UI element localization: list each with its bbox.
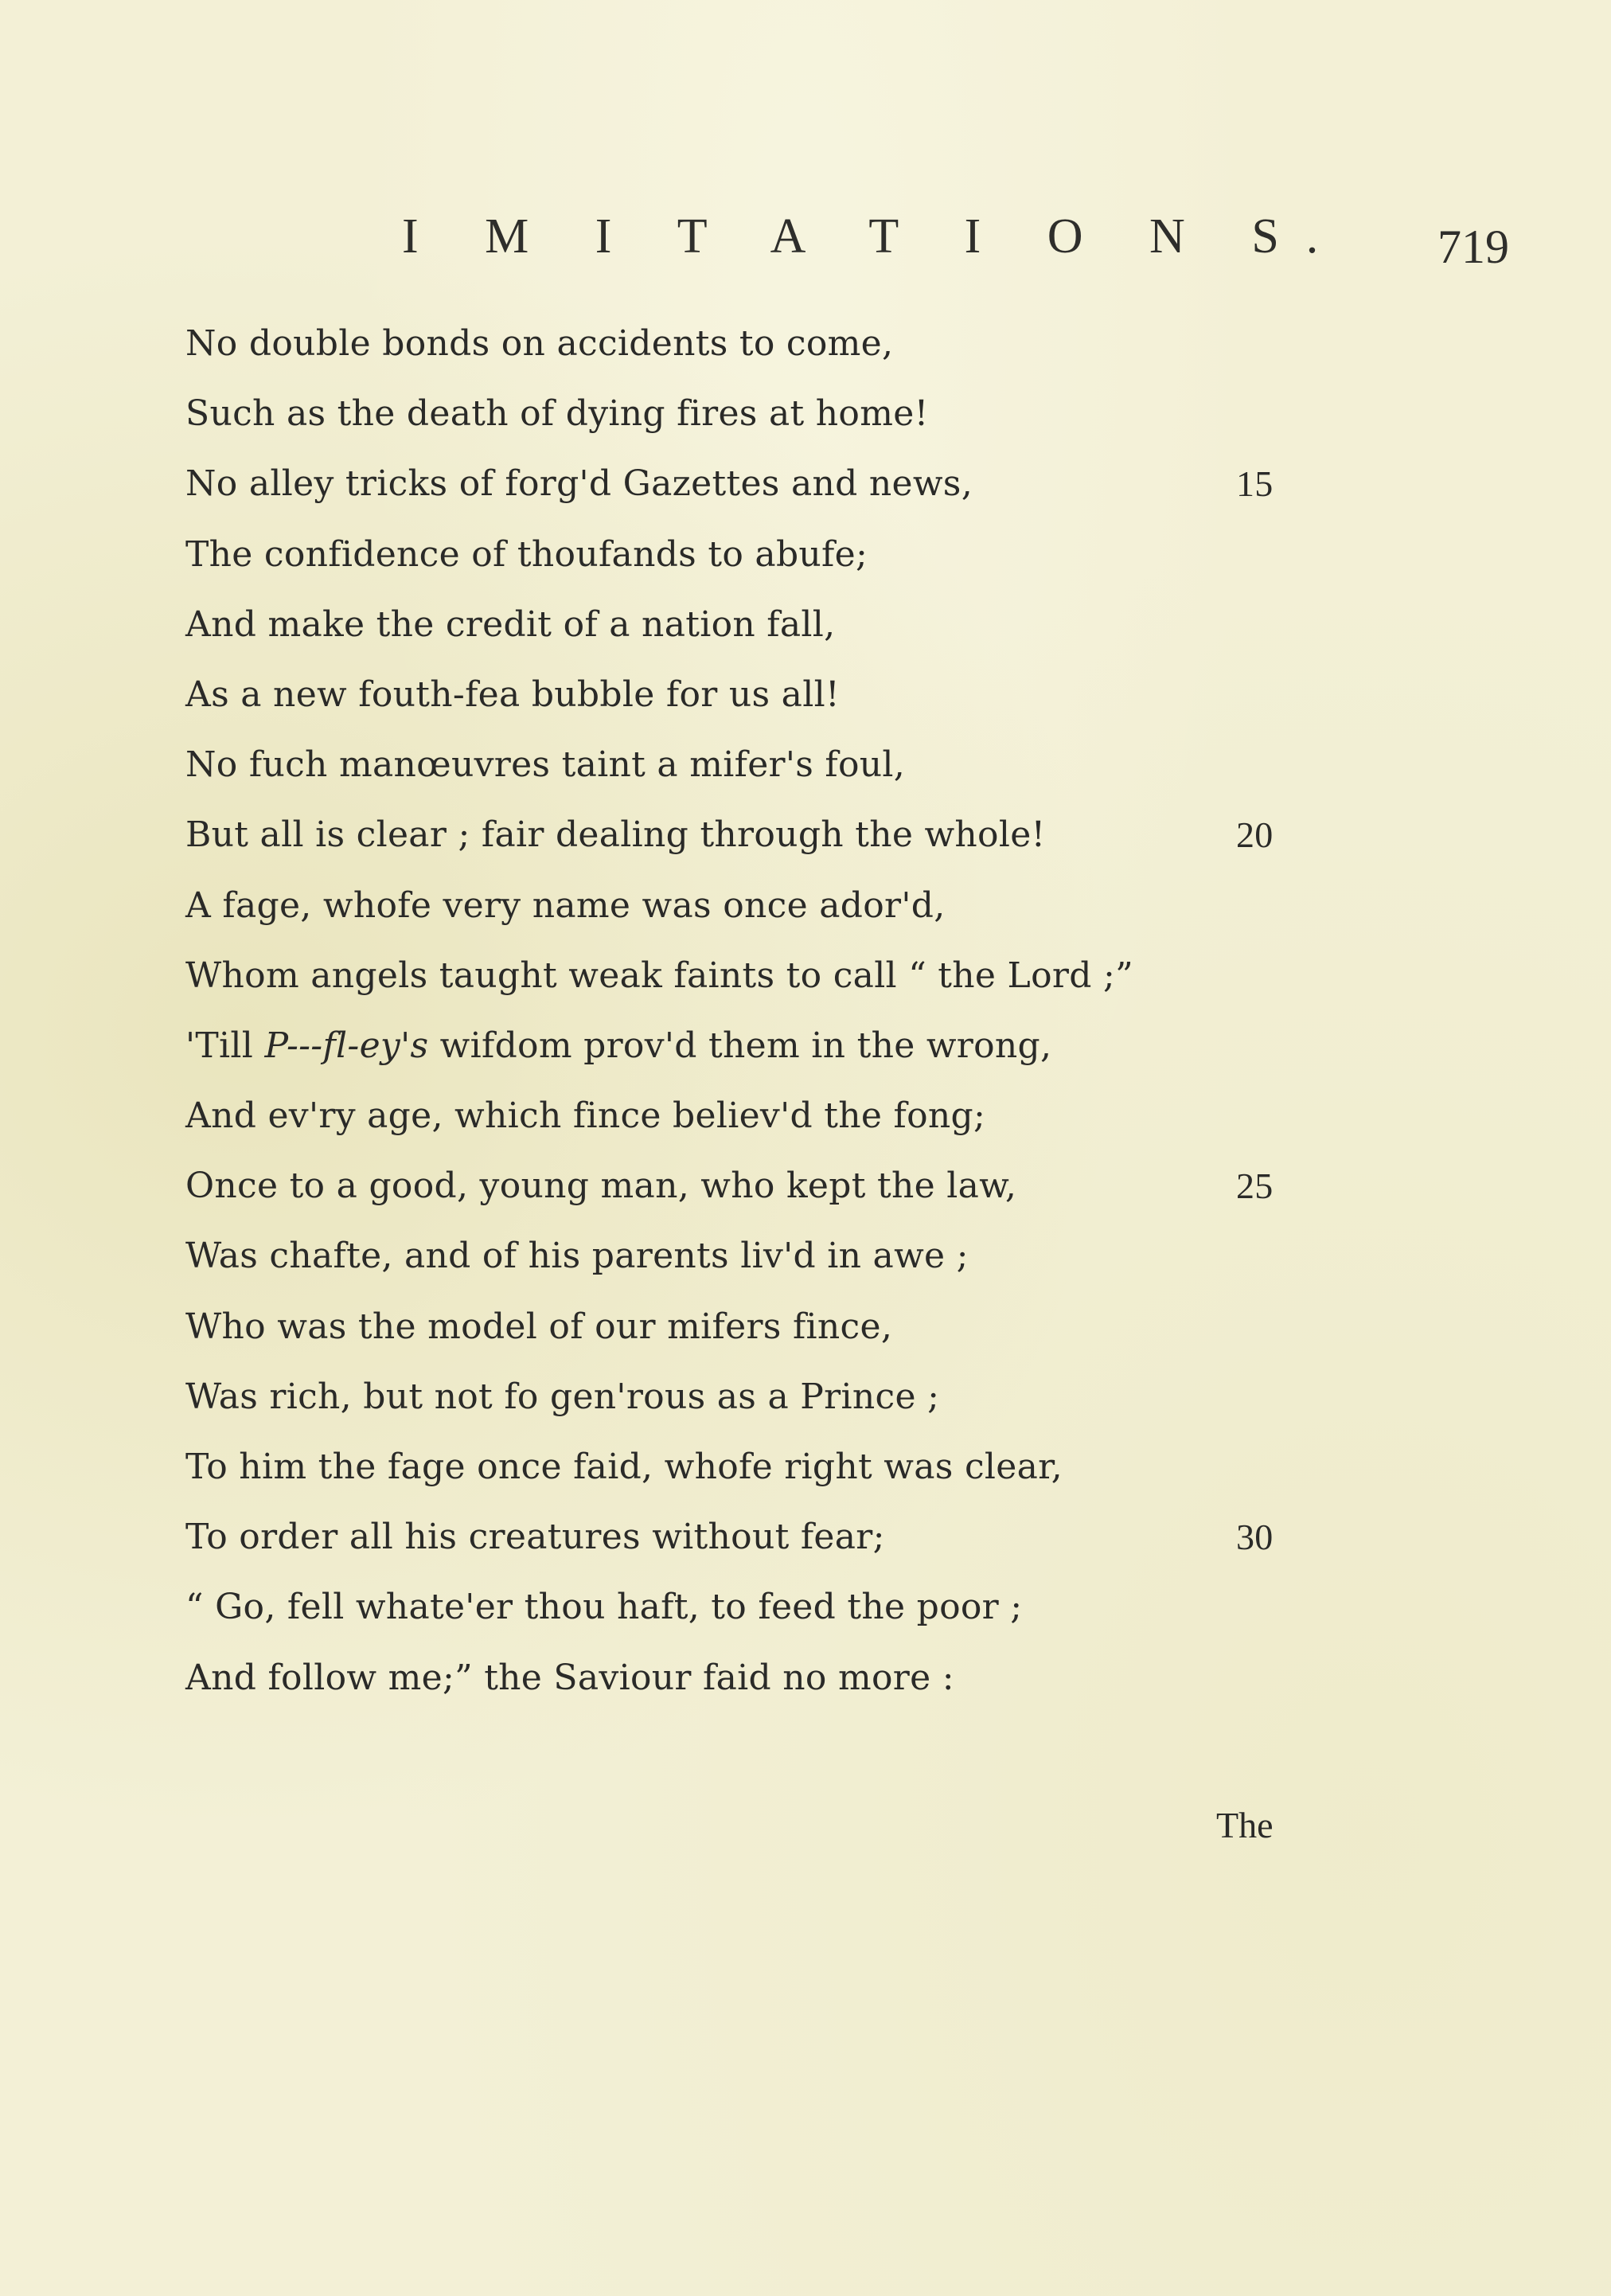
poem-body xyxy=(185,309,1379,1713)
poem-line xyxy=(185,1572,1379,1642)
line-text: No alley tricks of forg'd Gazettes and news, xyxy=(185,463,973,505)
poem-line xyxy=(185,1643,1379,1713)
poem-line xyxy=(185,1011,1379,1081)
line-text: Such as the death of dying fires at home! xyxy=(185,393,929,435)
catchword: The xyxy=(1216,1805,1274,1845)
line-text: To order all his creatures without fear; xyxy=(185,1517,885,1558)
poem-line xyxy=(185,309,1379,379)
poem-line xyxy=(185,1221,1379,1291)
line-text: No double bonds on accidents to come, xyxy=(185,323,894,364)
line-number: 15 xyxy=(1236,463,1274,505)
poem-line xyxy=(185,1151,1379,1221)
poem-line xyxy=(185,660,1379,730)
poem-line xyxy=(185,730,1379,800)
poem-line xyxy=(185,1292,1379,1362)
running-header: I M I T A T I O N S. xyxy=(402,209,1346,264)
line-number: 30 xyxy=(1236,1517,1274,1558)
line-number: 20 xyxy=(1236,814,1274,856)
poem-line xyxy=(185,449,1379,519)
line-text xyxy=(185,1025,1051,1066)
line-text-before: 'Till xyxy=(185,1025,265,1066)
line-text: Whom angels taught weak faints to call “ the Lord ;” xyxy=(185,955,1133,996)
poem-line xyxy=(185,941,1379,1011)
poem-line xyxy=(185,590,1379,660)
line-text: Was chafte, and of his parents liv'd in awe ; xyxy=(185,1236,969,1277)
line-text: “ Go, fell whate'er thou haft, to feed the poor ; xyxy=(185,1587,1023,1628)
line-text: And make the credit of a nation fall, xyxy=(185,603,836,645)
line-text: Was rich, but not fo gen'rous as a Prince ; xyxy=(185,1376,940,1417)
poem-line xyxy=(185,800,1379,870)
line-text: No fuch manœuvres taint a mifer's foul, xyxy=(185,744,906,786)
page-number: 719 xyxy=(1437,221,1509,273)
poem-line xyxy=(185,1081,1379,1151)
poem-line xyxy=(185,1502,1379,1572)
line-text: Once to a good, young man, who kept the law, xyxy=(185,1166,1017,1207)
italic-name: P---fl-ey's xyxy=(264,1025,429,1066)
line-text: A fage, whofe very name was once ador'd, xyxy=(185,884,946,926)
poem-line xyxy=(185,871,1379,941)
line-text: But all is clear ; fair dealing through the whole! xyxy=(185,814,1046,856)
line-text: Who was the model of our mifers fince, xyxy=(185,1306,893,1347)
line-text: The confidence of thoufands to abufe; xyxy=(185,533,868,575)
line-text: And ev'ry age, which fince believ'd the fong; xyxy=(185,1095,986,1137)
poem-line xyxy=(185,1362,1379,1432)
poem-line xyxy=(185,1432,1379,1502)
line-text: To him the fage once faid, whofe right was clear, xyxy=(185,1447,1063,1487)
line-number: 25 xyxy=(1236,1166,1274,1207)
line-text-after: wifdom prov'd them in the wrong, xyxy=(428,1025,1052,1066)
line-text: And follow me;” the Saviour faid no more : xyxy=(185,1657,954,1698)
poem-line xyxy=(185,520,1379,590)
line-text: As a new fouth-fea bubble for us all! xyxy=(185,674,840,715)
poem-line xyxy=(185,379,1379,449)
